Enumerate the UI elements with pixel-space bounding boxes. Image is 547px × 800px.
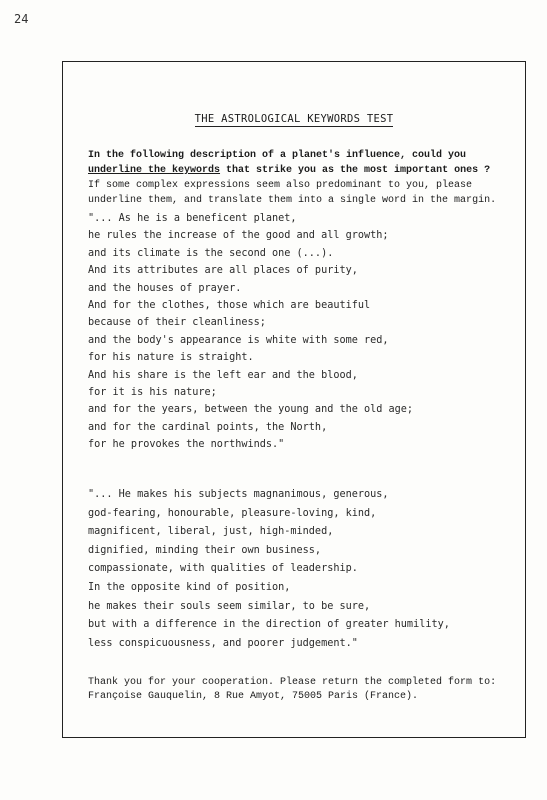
quote-line: less conspicuousness, and poorer judgement." [88, 637, 358, 649]
quote-line: and its climate is the second one (...). [88, 247, 334, 259]
quote-first-passage [88, 210, 528, 454]
quote-line: And for the clothes, those which are beautiful [88, 300, 371, 312]
quote-line: In the opposite kind of position, [88, 581, 291, 593]
form-frame [62, 61, 526, 738]
quote-line: "... As he is a beneficent planet, [88, 213, 297, 224]
quote-line: "... He makes his subjects magnanimous, generous, [88, 489, 389, 500]
instructions-line-4: underline them, and translate them into a single word in the margin. [88, 195, 497, 206]
quote-second-passage [88, 486, 528, 653]
quote-line: god-fearing, honourable, pleasure-loving, kind, [88, 507, 377, 519]
quote-line: for it is his nature; [88, 387, 217, 399]
quote-line: he makes their souls seem similar, to be sure, [88, 600, 371, 612]
quote-line: and the houses of prayer. [88, 282, 242, 294]
instructions-line-2-rest: that strike you as the most important ones ? [220, 165, 491, 176]
quote-line: and the body's appearance is white with some red, [88, 334, 389, 346]
quote-line: And its attributes are all places of purity, [88, 265, 358, 277]
page-number: 24 [14, 12, 29, 26]
instructions [88, 148, 520, 208]
quote-line: and for the years, between the young and the old age; [88, 404, 414, 416]
quote-line: compassionate, with qualities of leadership. [88, 563, 358, 575]
quote-line: but with a difference in the direction of greater humility, [88, 619, 450, 631]
quote-line: for he provokes the northwinds." [88, 439, 285, 451]
quote-line: dignified, minding their own business, [88, 544, 322, 556]
instructions-line-1: In the following description of a planet's influence, could you [88, 150, 467, 161]
quote-line: And his share is the left ear and the blood, [88, 369, 358, 381]
quote-line: because of their cleanliness; [88, 317, 266, 329]
instructions-line-2 [88, 163, 520, 178]
quote-line: and for the cardinal points, the North, [88, 421, 328, 433]
quote-line: magnificent, liberal, just, high-minded, [88, 526, 334, 538]
instructions-line-3: If some complex expressions seem also predominant to you, please [88, 180, 473, 191]
closing-line-1: Thank you for your cooperation. Please return the completed form to: [88, 677, 497, 688]
return-address: Françoise Gauquelin, 8 Rue Amyot, 75005 Paris (France). [88, 691, 419, 702]
quote-line: for his nature is straight. [88, 352, 254, 364]
form-title [63, 113, 525, 125]
underlined-keywords-phrase: underline the keywords [88, 165, 221, 176]
closing-note [88, 676, 520, 704]
form-title-text: THE ASTROLOGICAL KEYWORDS TEST [194, 113, 394, 125]
quote-line: he rules the increase of the good and all growth; [88, 230, 389, 242]
